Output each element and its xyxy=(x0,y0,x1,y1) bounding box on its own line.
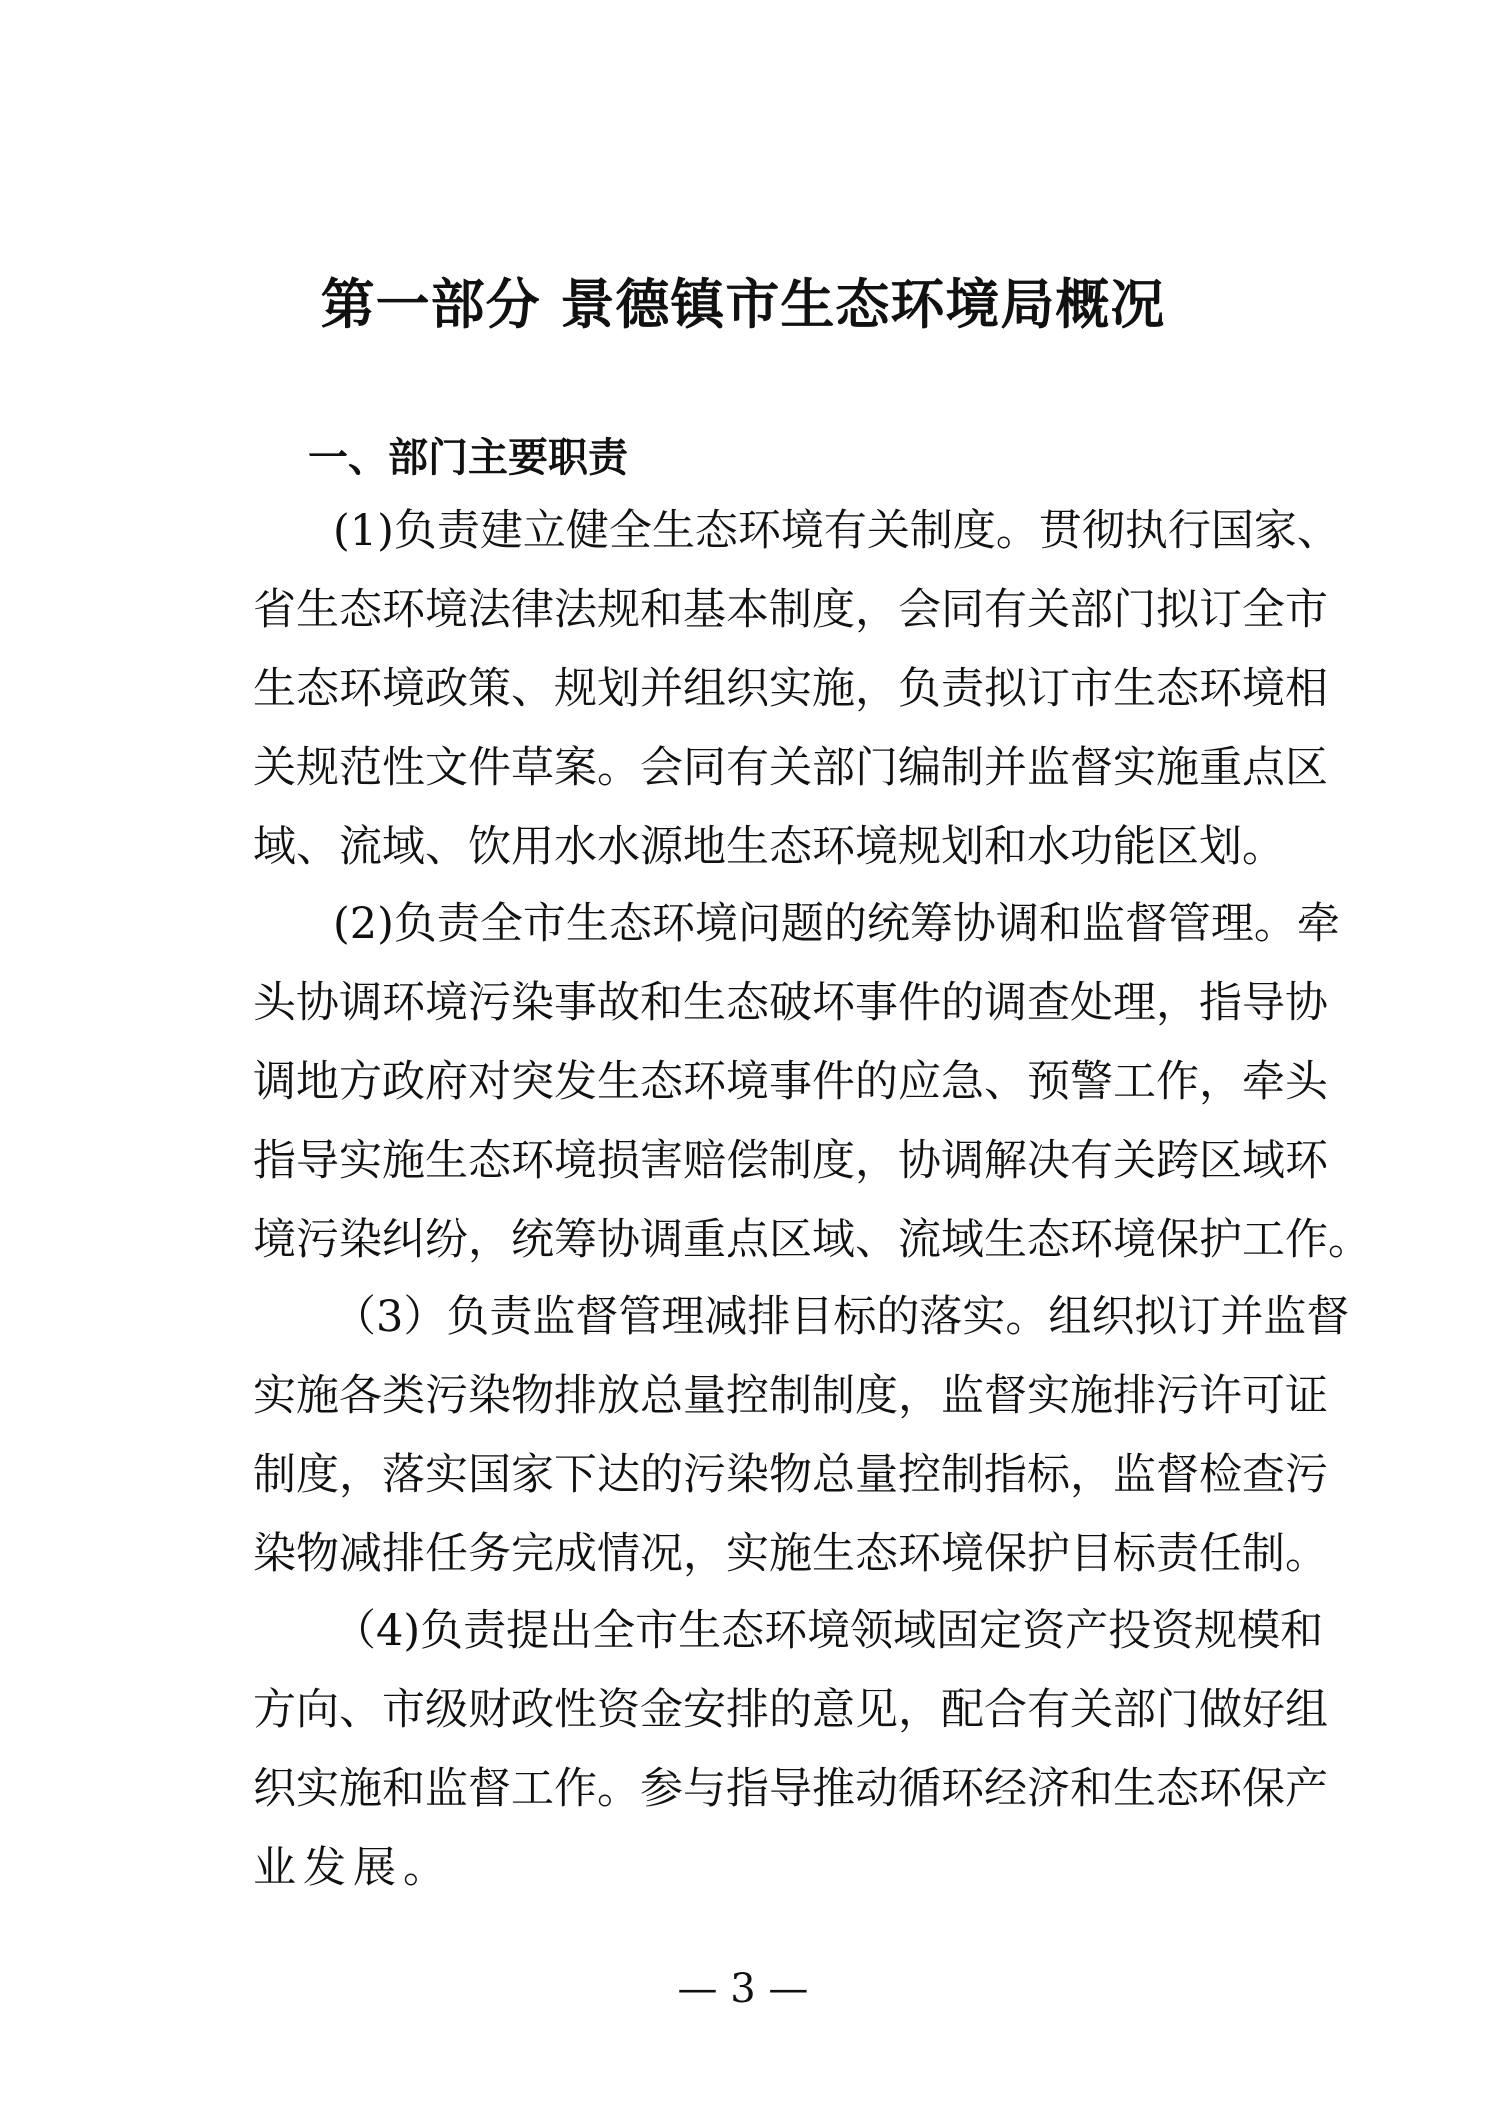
page-number: — 3 — xyxy=(677,1966,809,2012)
text-line: 染物减排任务完成情况，实施生态环境保护目标责任制。 xyxy=(253,1529,1328,1579)
text-line: (2)负责全市生态环境问题的统筹协调和监督管理。牵 xyxy=(333,899,1340,949)
text-line: 制度，落实国家下达的污染物总量控制指标，监督检查污 xyxy=(253,1450,1328,1500)
text-line: 调地方政府对突发生态环境事件的应急、预警工作，牵头 xyxy=(253,1057,1328,1107)
section-heading: 一、部门主要职责 xyxy=(308,434,628,481)
text-line: 方向、市级财政性资金安排的意见，配合有关部门做好组 xyxy=(253,1685,1328,1735)
text-line: （4)负责提出全市生态环境领域固定资产投资规模和 xyxy=(333,1606,1324,1656)
paragraph-3 xyxy=(253,1278,1350,1594)
text-line: 省生态环境法律法规和基本制度，会同有关部门拟订全市 xyxy=(253,585,1328,635)
text-line: 头协调环境污染事故和生态破坏事件的调查处理，指导协 xyxy=(253,978,1328,1028)
paragraph-1 xyxy=(253,492,1340,887)
text-line: 关规范性文件草案。会同有关部门编制并监督实施重点区 xyxy=(253,743,1328,793)
paragraph-4 xyxy=(253,1592,1328,1908)
page-title: 第一部分 景德镇市生态环境局概况 xyxy=(320,272,1166,336)
text-line: 业发展。 xyxy=(253,1843,453,1893)
text-line: 织实施和监督工作。参与指导推动循环经济和生态环保产 xyxy=(253,1764,1328,1814)
paragraph-2 xyxy=(253,885,1371,1280)
text-line: 境污染纠纷，统筹协调重点区域、流域生态环境保护工作。 xyxy=(253,1215,1371,1265)
text-line: 实施各类污染物排放总量控制制度，监督实施排污许可证 xyxy=(253,1371,1328,1421)
text-line: 生态环境政策、规划并组织实施，负责拟订市生态环境相 xyxy=(253,664,1328,714)
text-line: 域、流域、饮用水水源地生态环境规划和水功能区划。 xyxy=(253,822,1285,872)
text-line: 指导实施生态环境损害赔偿制度，协调解决有关跨区域环 xyxy=(253,1136,1328,1186)
text-line: （3）负责监督管理减排目标的落实。组织拟订并监督 xyxy=(333,1292,1350,1342)
text-line: (1)负责建立健全生态环境有关制度。贯彻执行国家、 xyxy=(333,506,1340,556)
